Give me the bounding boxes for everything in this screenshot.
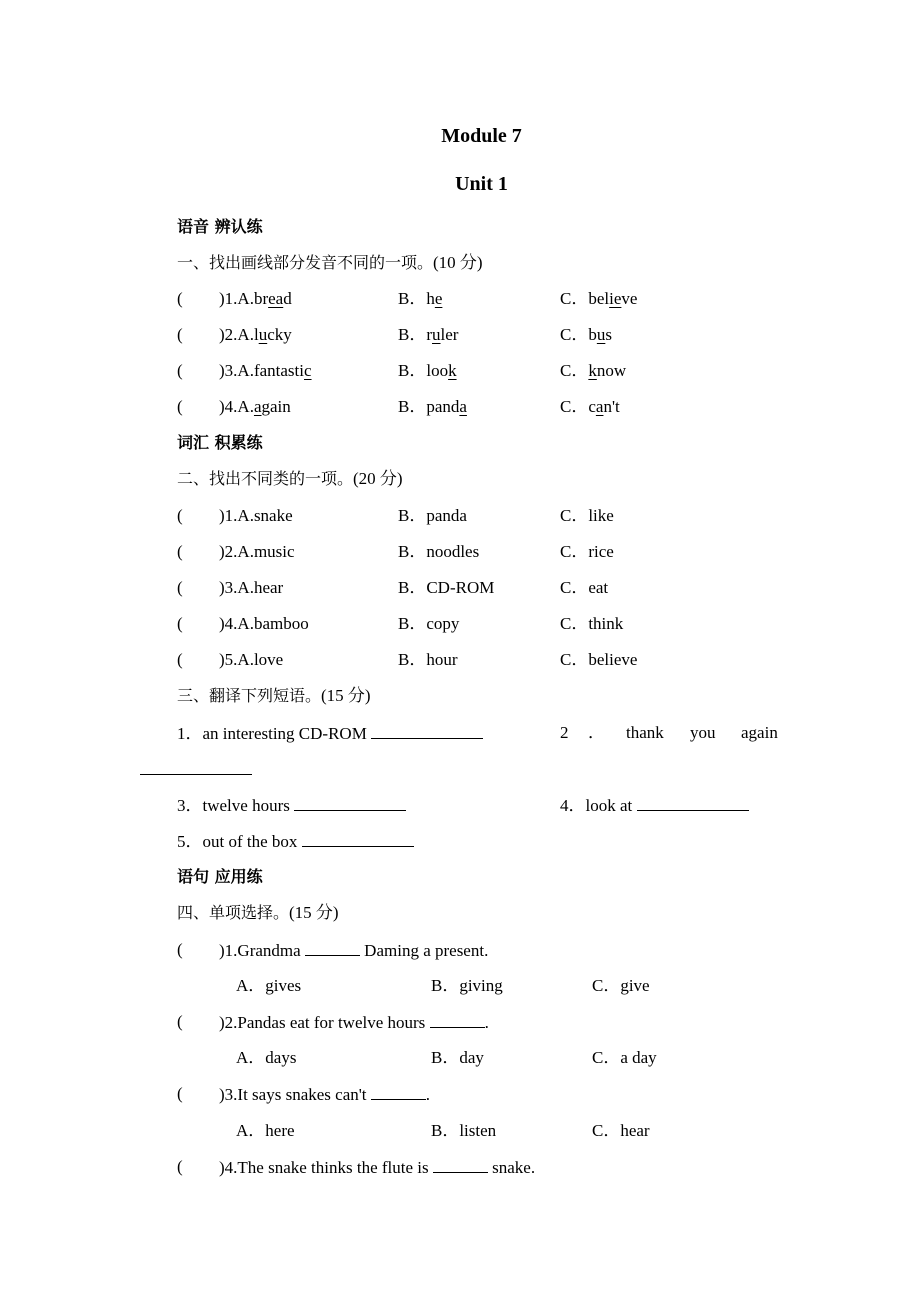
q2-1-option-b: B．panda [398,506,467,525]
q4-1-paren: ( [177,940,183,959]
page-subtitle: Unit 1 [455,173,508,195]
q1-3-option-c: C．know [560,361,627,380]
q4-2-paren: ( [177,1012,183,1031]
instruction-2: 二、找出不同类的一项。(20 分) [177,469,403,488]
q2-2-option-b: B．noodles [398,542,480,561]
phrase-2-word-you: you [690,723,716,742]
answer-blank[interactable] [140,758,252,775]
q4-3-paren: ( [177,1084,183,1103]
q2-3-paren: ( [177,578,183,597]
q2-5-option-a: )5.A.love [219,650,284,669]
answer-blank[interactable] [433,1156,488,1173]
q2-2-option-a: )2.A.music [219,542,295,561]
instruction-4: 四、单项选择。(15 分) [177,903,339,922]
q4-1-option-b: B．giving [431,976,503,995]
q2-2-paren: ( [177,542,183,561]
q2-5-option-c: C．believe [560,650,638,669]
q1-1-option-c: C．believe [560,289,638,308]
q1-1-option-a: )1.A.bread [219,289,292,308]
q4-2-option-b: B．day [431,1048,484,1067]
answer-blank[interactable] [637,794,749,811]
q1-2-option-c: C．bus [560,325,612,344]
q2-5-paren: ( [177,650,183,669]
q1-2-option-a: )2.A.lucky [219,325,292,344]
answer-blank[interactable] [371,1083,426,1100]
section-heading-vocabulary: 词汇 积累练 [177,433,263,452]
q2-3-option-c: C．eat [560,578,609,597]
q2-3-option-a: )3.A.hear [219,578,284,597]
q2-1-paren: ( [177,506,183,525]
phrase-4: 4．look at [560,794,749,817]
q4-1-stem: )1.Grandma Daming a present. [219,941,489,960]
q1-2-option-b: B．ruler [398,325,459,344]
phrase-2-word-thank: thank [626,723,664,742]
q2-2-option-c: C．rice [560,542,614,561]
q4-3-option-b: B．listen [431,1121,497,1140]
phrase-1: 1．an interesting CD-ROM [177,722,483,745]
q1-3-option-b: B．look [398,361,457,380]
page-title: Module 7 [441,125,522,147]
q4-2-option-c: C．a day [592,1048,657,1067]
q4-3-option-c: C．hear [592,1121,650,1140]
answer-blank[interactable] [430,1011,485,1028]
q4-2-stem: )2.Pandas eat for twelve hours . [219,1013,489,1032]
q4-3-option-a: A．here [236,1121,295,1140]
q1-3-option-a: )3.A.fantastic [219,361,312,380]
q2-4-option-a: )4.A.bamboo [219,614,309,633]
q1-4-option-c: C．can't [560,397,620,416]
instruction-1: 一、找出画线部分发音不同的一项。(10 分) [177,253,483,272]
instruction-3: 三、翻译下列短语。(15 分) [177,686,371,705]
q2-3-option-b: B．CD-ROM [398,578,495,597]
q2-4-option-c: C．think [560,614,624,633]
q4-1-option-a: A．gives [236,976,302,995]
q4-1-option-c: C．give [592,976,650,995]
q1-3-paren: ( [177,361,183,380]
q1-4-option-b: B．panda [398,397,467,416]
q2-5-option-b: B．hour [398,650,458,669]
q1-4-paren: ( [177,397,183,416]
section-heading-phonics: 语音 辨认练 [177,217,263,236]
q2-4-paren: ( [177,614,183,633]
phrase-2-word-again: again [741,723,778,742]
q2-1-option-a: )1.A.snake [219,506,293,525]
q4-3-stem: )3.It says snakes can't . [219,1085,431,1104]
q1-1-option-b: B．he [398,289,443,308]
q2-4-option-b: B．copy [398,614,460,633]
q4-2-option-a: A．days [236,1048,297,1067]
phrase-5: 5．out of the box [177,830,414,853]
phrase-2-blank-wrapper [140,758,252,781]
q2-1-option-c: C．like [560,506,614,525]
q4-4-paren: ( [177,1157,183,1176]
answer-blank[interactable] [294,794,406,811]
section-heading-sentences: 语句 应用练 [177,867,263,886]
phrase-3: 3．twelve hours [177,794,406,817]
q4-4-stem: )4.The snake thinks the flute is snake. [219,1158,536,1177]
q1-4-option-a: )4.A.again [219,397,291,416]
phrase-2-number: 2 [560,723,569,742]
answer-blank[interactable] [305,939,360,956]
answer-blank[interactable] [371,722,483,739]
answer-blank[interactable] [302,830,414,847]
q1-2-paren: ( [177,325,183,344]
phrase-2-dot: ． [588,723,605,742]
q1-1-paren: ( [177,289,183,308]
